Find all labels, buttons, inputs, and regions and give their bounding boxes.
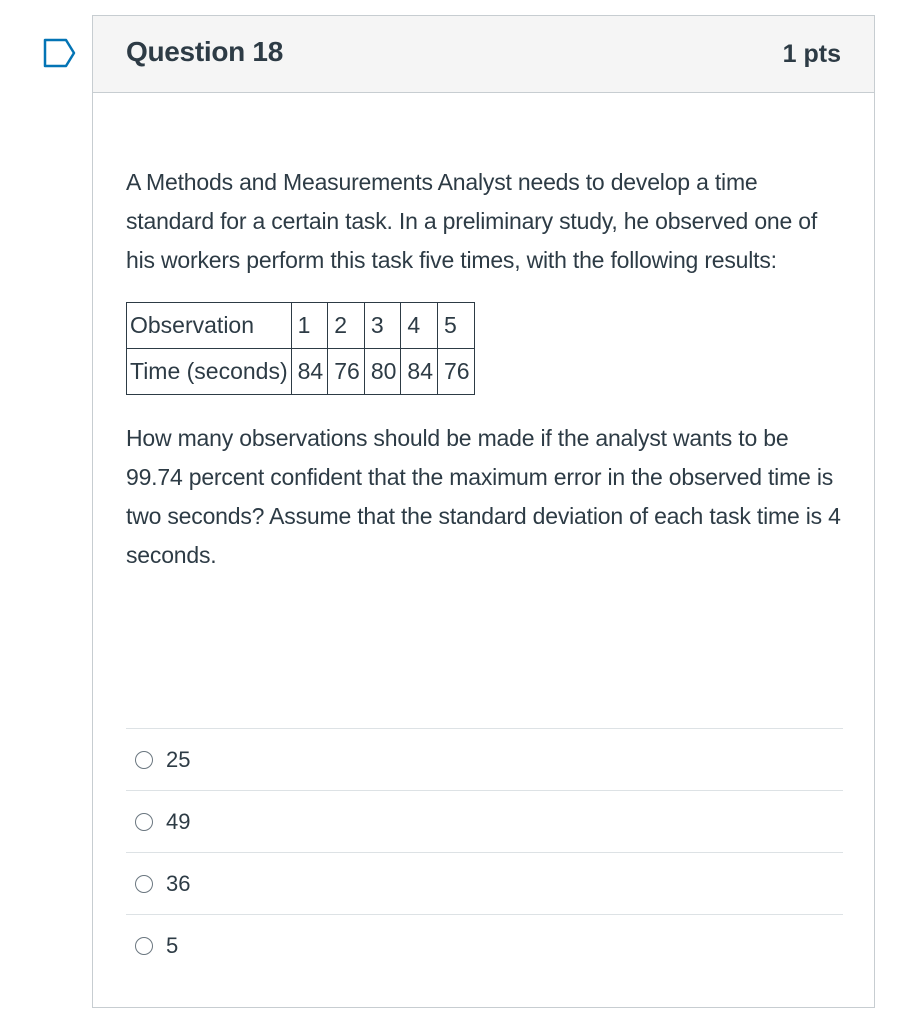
answer-label[interactable]: 36 [166, 870, 191, 896]
answer-option[interactable] [126, 728, 843, 790]
table-cell: 2 [328, 303, 365, 349]
question-points: 1 pts [782, 40, 841, 68]
answer-label[interactable]: 25 [166, 746, 191, 772]
radio-button-icon[interactable] [135, 875, 153, 893]
answer-label[interactable]: 49 [166, 808, 191, 834]
radio-button-icon[interactable] [135, 813, 153, 831]
question-intro: A Methods and Measurements Analyst needs to develop a time standard for a certain task. In a preliminary study, he observed one of his workers perform this task five times, with the following results: [126, 169, 818, 273]
radio-button-icon[interactable] [135, 937, 153, 955]
table-cell: 84 [291, 349, 328, 395]
table-cell: 76 [328, 349, 365, 395]
answer-option[interactable] [126, 914, 843, 976]
answer-option[interactable] [126, 852, 843, 914]
radio-button-icon[interactable] [135, 751, 153, 769]
table-row [127, 303, 475, 349]
table-row [127, 349, 475, 395]
answer-label[interactable]: 5 [166, 932, 179, 958]
question-body [126, 163, 846, 575]
row-label-observation: Observation [127, 303, 292, 349]
question-prompt: How many observations should be made if the analyst wants to be 99.74 percent confident that the maximum error in the observed time is two seconds? Assume that the standard deviation of each task time is 4 seconds. [126, 425, 841, 568]
question-header [93, 16, 874, 93]
answer-option[interactable] [126, 790, 843, 852]
table-cell: 84 [401, 349, 438, 395]
question-title: Question 18 [126, 36, 283, 67]
table-cell: 5 [438, 303, 475, 349]
table-cell: 1 [291, 303, 328, 349]
table-cell: 4 [401, 303, 438, 349]
table-cell: 80 [364, 349, 401, 395]
row-label-time: Time (seconds) [127, 349, 292, 395]
bookmark-flag-icon[interactable] [43, 38, 76, 68]
question-card [92, 15, 875, 1008]
table-cell: 76 [438, 349, 475, 395]
table-cell: 3 [364, 303, 401, 349]
answer-list [126, 728, 843, 976]
observation-table [126, 302, 475, 395]
